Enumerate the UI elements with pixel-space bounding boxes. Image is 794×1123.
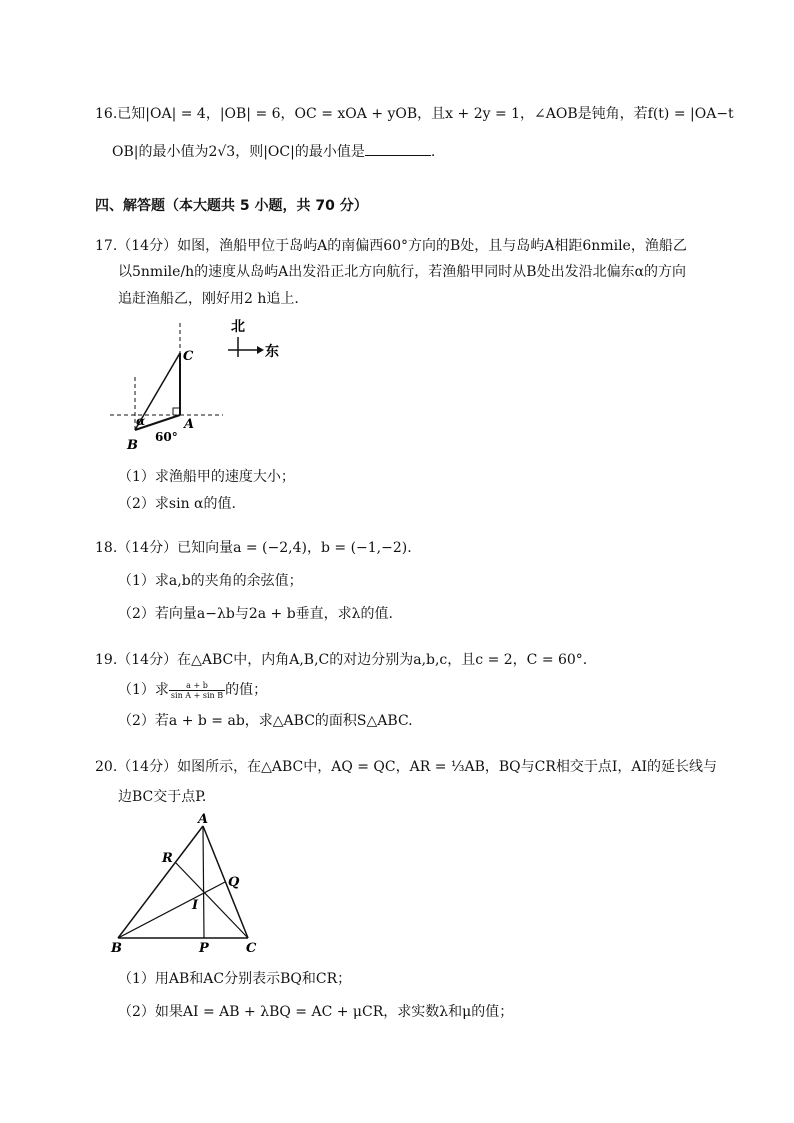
section-title: 四、解答题（本大题共 5 小题，共 70 分） [95,198,368,214]
q20-figure [108,810,268,955]
q17-label-b: B [127,438,138,453]
q17-label-east: 东 [265,344,279,360]
q19-fraction [169,681,225,700]
q17-line1: 17.（14分）如图，渔船甲位于岛屿A的南偏西60°方向的B处，且与岛屿A相距6nmile，渔船乙 [95,238,687,254]
q17-label-alpha: α [136,414,146,428]
q19-fraction-den: sin A + sin B [170,690,224,700]
q20-label-c: C [246,941,257,955]
q20-label-q: Q [228,875,240,890]
q17-figure [105,315,295,460]
q17-part1: （1）求渔船甲的速度大小； [118,469,295,485]
q16-line2-end: . [430,144,436,160]
q19-fraction-num: a + b [169,681,225,691]
q16-line2-text: OB|的最小值为2√3，则|OC|的最小值是 [112,144,365,160]
q18-part2: （2）若向量a−λb与2a + b垂直，求λ的值. [118,606,393,622]
q20-part2: （2）如果AI = AB + λBQ = AC + μCR，求实数λ和μ的值； [118,1004,514,1020]
q20-line2: 边BC交于点P. [118,789,207,805]
q17-label-60deg: 60° [155,430,178,444]
q20-line1: 20.（14分）如图所示，在△ABC中，AQ = QC，AR = ⅓AB，BQ与CR相交于点I，AI的延长线与 [95,759,718,775]
q20-label-p: P [199,941,209,955]
q20-label-b: B [111,941,122,955]
q16-answer-blank [365,141,431,156]
q17-line3: 追赶渔船乙，刚好用2 h追上. [118,291,299,307]
q20-label-r: R [162,851,173,866]
q20-part1: （1）用AB和AC分别表示BQ和CR； [118,971,352,987]
q19-part1 [118,680,267,700]
q17-label-c: C [183,349,194,364]
q17-line2: 以5nmile/h的速度从岛屿A出发沿正北方向航行，若渔船甲同时从B处出发沿北偏东α的方向 [118,264,687,280]
q16-line1: 16.已知|OA| = 4，|OB| = 6，OC = xOA + yOB，且x + 2y = 1，∠AOB是钝角，若f(t) = |OA−t [95,106,734,122]
q19-part2: （2）若a + b = ab，求△ABC的面积S△ABC. [118,713,413,729]
q18-part1: （1）求a,b的夹角的余弦值； [118,573,303,589]
q19-part1-prefix: （1）求 [118,682,169,698]
q20-label-a: A [198,812,209,827]
q19-part1-suffix: 的值； [225,682,268,698]
q17-part2: （2）求sin α的值. [118,496,236,512]
q17-label-a: A [184,417,195,432]
q17-label-north: 北 [231,319,245,335]
q18-line1: 18.（14分）已知向量a = (−2,4)，b = (−1,−2). [95,540,412,556]
q20-label-i: I [192,898,199,913]
q16-line2 [112,141,435,162]
q19-line1: 19.（14分）在△ABC中，内角A,B,C的对边分别为a,b,c，且c = 2，C = 60°. [95,652,588,668]
q17-east-arrow-icon [257,346,264,354]
